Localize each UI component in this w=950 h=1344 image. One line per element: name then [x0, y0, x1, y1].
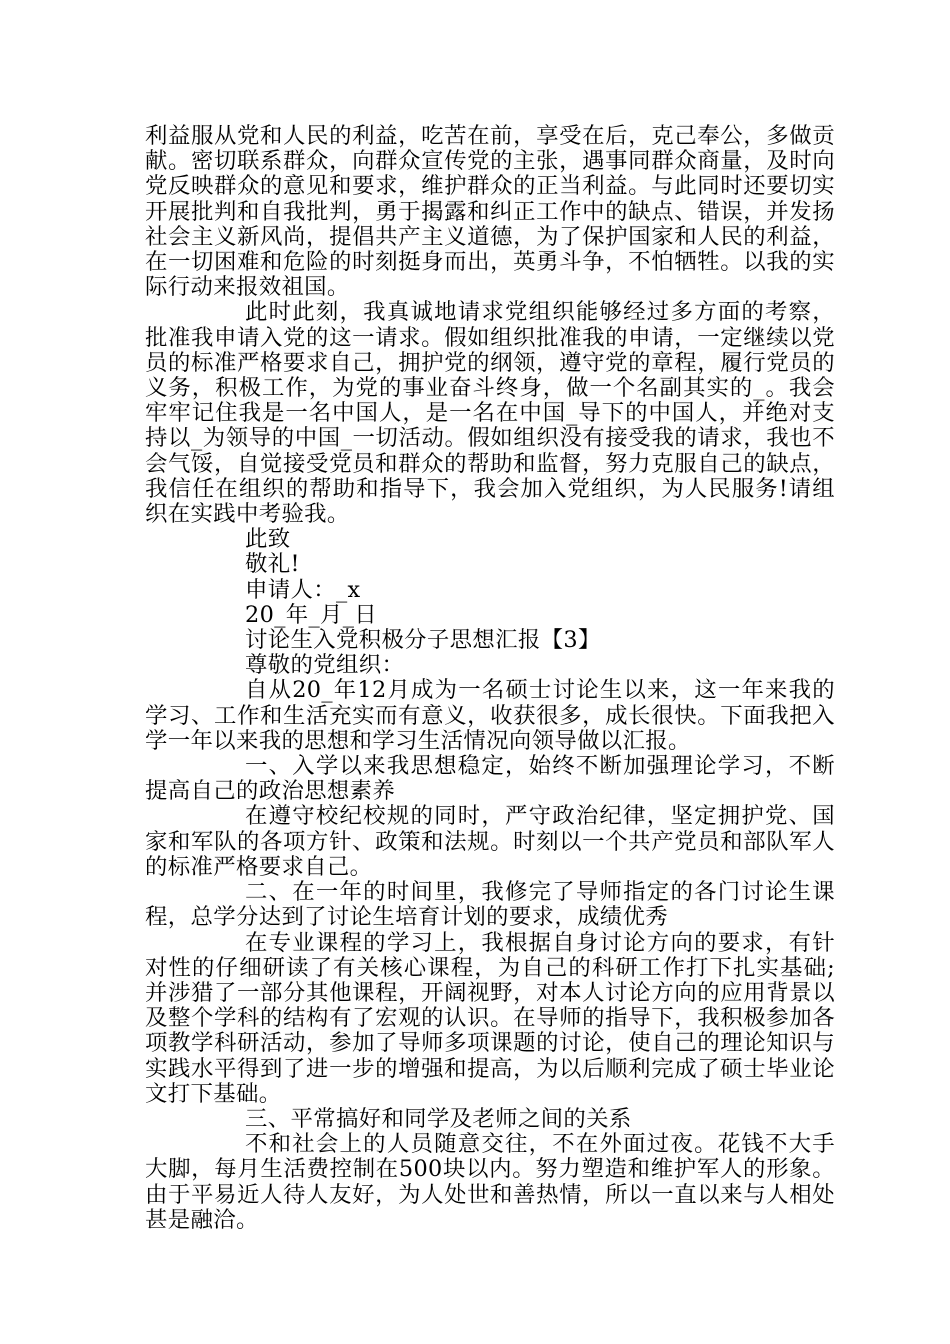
heading-part-2: 二、在一年的时间里，我修完了导师指定的各门讨论生课程，总学分达到了讨论生培育计划的要求，成绩优秀	[145, 879, 835, 931]
closing-salutation: 此致	[245, 526, 291, 553]
paragraph-part-1: 在遵守校纪校规的同时，严守政治纪律，坚定拥护党、国家和军队的各项方针、政策和法规。时刻以一个共产党员和部队军人的标准严格要求自己。	[145, 803, 835, 880]
paragraph-2: 此时此刻，我真诚地请求党组织能够经过多方面的考察，批准我申请入党的这一请求。假如组织批准我的申请，一定继续以党员的标准严格要求自己，拥护党的纲领，遵守党的章程，履行党员的义务，积极工作，为党的事业奋斗终身，做一个名副其实的_。我会牢牢记住我是一名中国人，是一名在中国_导下的中国人，并绝对支持以_为领导的中国_一切活动。假如组织没有接受我的请求，我也不会气馁，自觉接受党员和群众的帮助和监督，努力克服自己的缺点，我信任在组织的帮助和指导下，我会加入党组织，为人民服务!请组织在实践中考验我。	[145, 299, 835, 528]
heading-part-1: 一、入学以来我思想稳定，始终不断加强理论学习，不断提高自己的政治思想素养	[145, 753, 835, 805]
signature-date: 20_年_月_日	[245, 601, 378, 628]
closing-regards: 敬礼!	[245, 551, 300, 578]
paragraph-part-2: 在专业课程的学习上，我根据自身讨论方向的要求，有针对性的仔细研读了有关核心课程，为自己的科研工作打下扎实基础;并涉猎了一部分其他课程，开阔视野，对本人讨论方向的应用背景以及整个学科的结构有了宏观的认识。在导师的指导下，我积极参加各项教学科研活动，参加了导师多项课题的讨论，使自己的理论知识与实践水平得到了进一步的增强和提高，为以后顺利完成了硕士毕业论文打下基础。	[145, 929, 835, 1107]
paragraph-1: 利益服从党和人民的利益，吃苦在前，享受在后，克己奉公，多做贡献。密切联系群众，向群众宣传党的主张，遇事同群众商量，及时向党反映群众的意见和要求，维护群众的正当利益。与此同时还要切实开展批判和自我批判，勇于揭露和纠正工作中的缺点、错误，并发扬社会主义新风尚，提倡共产主义道德，为了保护国家和人民的利益，在一切困难和危险的时刻挺身而出，英勇斗争，不怕牺牲。以我的实际行动来报效祖国。	[145, 123, 835, 301]
paragraph-intro: 自从20_年12月成为一名硕士讨论生以来，这一年来我的学习、工作和生活充实而有意义，收获很多，成长很快。下面我把入学一年以来我的思想和学习生活情况向领导做以汇报。	[145, 677, 835, 754]
heading-part-3: 三、平常搞好和同学及老师之间的关系	[245, 1105, 632, 1132]
applicant-signature: 申请人：_x	[245, 576, 361, 603]
section-title: 讨论生入党积极分子思想汇报【3】	[245, 627, 601, 654]
greeting: 尊敬的党组织：	[245, 652, 405, 679]
document-body	[145, 124, 835, 1233]
paragraph-part-3: 不和社会上的人员随意交往，不在外面过夜。花钱不大手大脚，每月生活费控制在500块以内。努力塑造和维护军人的形象。由于平易近人待人友好，为人处世和善热情，所以一直以来与人相处甚是融洽。	[145, 1131, 835, 1233]
